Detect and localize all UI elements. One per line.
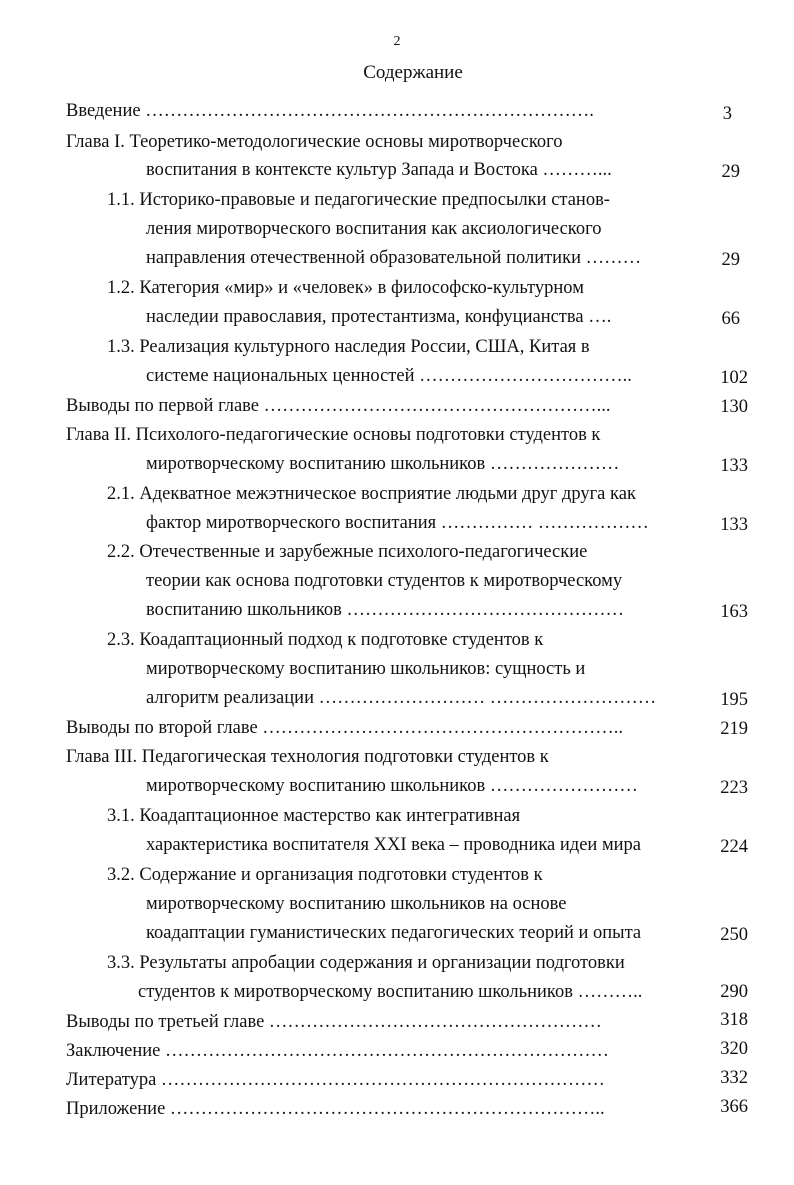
toc-entry-section-2-3-line-3[interactable]: алгоритм реализации ……………………… ……………………… [146, 688, 657, 708]
toc-entry-references-page[interactable]: 332 [720, 1068, 748, 1088]
toc-entry-appendix-line[interactable]: Приложение …………………………………………………………….. [66, 1099, 605, 1119]
toc-entry-section-3-1-line-2[interactable]: характеристика воспитателя XXI века – проводника идеи мира [146, 835, 642, 855]
page-number: 2 [393, 34, 401, 49]
toc-entry-section-3-2-line-1[interactable]: 3.2. Содержание и организация подготовки студентов к [107, 865, 543, 885]
toc-entry-conclusions-1-page[interactable]: 130 [720, 397, 748, 417]
toc-entry-section-3-2-line-3[interactable]: коадаптации гуманистических педагогических теорий и опыта [146, 923, 642, 943]
toc-entry-section-1-1-line-3[interactable]: направления отечественной образовательной политики ……… [146, 248, 642, 268]
toc-entry-conclusions-2-line[interactable]: Выводы по второй главе ………………………………………………….. [66, 718, 624, 738]
toc-entry-section-2-2-page[interactable]: 163 [720, 602, 748, 622]
toc-entry-section-2-2-line-3[interactable]: воспитанию школьников ……………………………………… [146, 600, 625, 620]
toc-entry-section-3-3-line-2[interactable]: студентов к миротворческому воспитанию школьников ……….. [138, 982, 643, 1002]
toc-entry-section-1-2-page[interactable]: 66 [721, 309, 740, 329]
toc-entry-conclusions-1-line[interactable]: Выводы по первой главе ………………………………………………... [66, 396, 611, 416]
toc-entry-chapter-1-line-2[interactable]: воспитания в контексте культур Запада и Востока ………... [146, 160, 612, 180]
toc-entry-chapter-3-page[interactable]: 223 [720, 778, 748, 798]
toc-entry-section-1-2-line-1[interactable]: 1.2. Категория «мир» и «человек» в философско-культурном [107, 278, 584, 298]
toc-entry-section-3-2-line-2[interactable]: миротворческому воспитанию школьников на основе [146, 894, 567, 914]
toc-entry-section-1-3-page[interactable]: 102 [720, 368, 748, 388]
toc-entry-section-1-1-line-1[interactable]: 1.1. Историко-правовые и педагогические предпосылки станов- [107, 190, 610, 210]
toc-entry-section-1-3-line-1[interactable]: 1.3. Реализация культурного наследия России, США, Китая в [107, 337, 590, 357]
toc-entry-section-3-3-line-1[interactable]: 3.3. Результаты апробации содержания и организации подготовки [107, 953, 625, 973]
toc-entry-section-1-3-line-2[interactable]: системе национальных ценностей …………………………….. [146, 366, 632, 386]
toc-entry-chapter-3-line-2[interactable]: миротворческому воспитанию школьников …………………… [146, 776, 638, 796]
toc-entry-chapter-2-line-2[interactable]: миротворческому воспитанию школьников ………………… [146, 454, 620, 474]
toc-entry-references-line[interactable]: Литература ……………………………………………………………… [66, 1070, 605, 1090]
toc-entry-section-3-3-page[interactable]: 290 [720, 982, 748, 1002]
toc-entry-introduction-page[interactable]: 3 [722, 104, 732, 124]
toc-entry-section-2-3-line-2[interactable]: миротворческому воспитанию школьников: сущность и [146, 659, 586, 679]
toc-entry-section-2-2-line-2[interactable]: теории как основа подготовки студентов к миротворческому [146, 571, 623, 591]
toc-entry-chapter-1-line-1[interactable]: Глава I. Теоретико-методологические основы миротворческого [66, 132, 563, 152]
toc-entry-chapter-1-page[interactable]: 29 [721, 162, 740, 182]
toc-entry-section-2-2-line-1[interactable]: 2.2. Отечественные и зарубежные психолого-педагогические [107, 542, 588, 562]
toc-entry-section-1-1-page[interactable]: 29 [721, 250, 740, 270]
toc-entry-section-1-2-line-2[interactable]: наследии православия, протестантизма, конфуцианства …. [146, 307, 612, 327]
page-title: Содержание [363, 62, 463, 83]
toc-entry-chapter-2-line-1[interactable]: Глава II. Психолого-педагогические основы подготовки студентов к [66, 425, 601, 445]
toc-entry-section-2-3-page[interactable]: 195 [720, 690, 748, 710]
toc-entry-conclusion-page[interactable]: 320 [720, 1039, 748, 1059]
toc-entry-section-3-2-page[interactable]: 250 [720, 925, 748, 945]
toc-entry-introduction-line[interactable]: Введение ………………………………………………………………. [66, 101, 594, 121]
toc-entry-appendix-page[interactable]: 366 [720, 1097, 748, 1117]
toc-entry-conclusion-line[interactable]: Заключение ……………………………………………………………… [66, 1041, 609, 1061]
toc-entry-chapter-2-page[interactable]: 133 [720, 456, 748, 476]
toc-entry-section-2-1-page[interactable]: 133 [720, 515, 748, 535]
toc-entry-chapter-3-line-1[interactable]: Глава III. Педагогическая технология подготовки студентов к [66, 747, 549, 767]
toc-entry-section-1-1-line-2[interactable]: ления миротворческого воспитания как аксиологического [146, 219, 602, 239]
toc-entry-section-3-1-line-1[interactable]: 3.1. Коадаптационное мастерство как интегративная [107, 806, 521, 826]
toc-entry-section-2-3-line-1[interactable]: 2.3. Коадаптационный подход к подготовке студентов к [107, 630, 544, 650]
toc-entry-conclusions-2-page[interactable]: 219 [720, 719, 748, 739]
toc-entry-section-2-1-line-1[interactable]: 2.1. Адекватное межэтническое восприятие людьми друг друга как [107, 484, 636, 504]
toc-entry-section-2-1-line-2[interactable]: фактор миротворческого воспитания …………… ……………… [146, 513, 649, 533]
toc-entry-conclusions-3-line[interactable]: Выводы по третьей главе ……………………………………………… [66, 1012, 602, 1032]
toc-entry-section-3-1-page[interactable]: 224 [720, 837, 748, 857]
toc-entry-conclusions-3-page[interactable]: 318 [720, 1010, 748, 1030]
